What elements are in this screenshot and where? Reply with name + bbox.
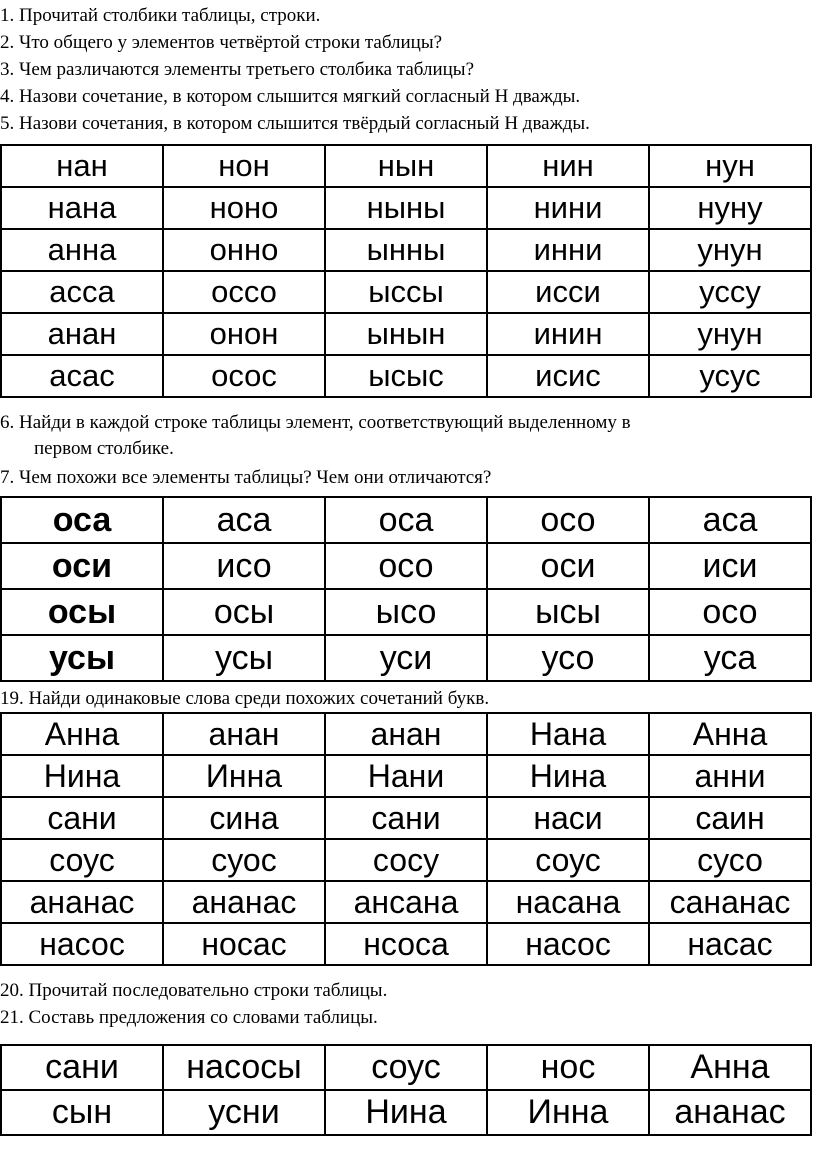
- table-cell: осы: [1, 589, 163, 635]
- table-cell: усус: [649, 355, 811, 397]
- table-cell: насосы: [163, 1045, 325, 1090]
- table-cell: оса: [325, 497, 487, 543]
- table-syllables-n: [0, 144, 812, 398]
- table-cell: насос: [1, 923, 163, 965]
- table-cell: иси: [649, 543, 811, 589]
- table-cell: ныны: [325, 187, 487, 229]
- table-cell: нын: [325, 145, 487, 187]
- table-cell: усни: [163, 1090, 325, 1135]
- table-cell: нуну: [649, 187, 811, 229]
- table-row: [1, 923, 811, 965]
- table-cell: Инна: [487, 1090, 649, 1135]
- table-cell: аса: [163, 497, 325, 543]
- table-cell: соус: [325, 1045, 487, 1090]
- table-cell: ысы: [487, 589, 649, 635]
- table-cell: соус: [1, 839, 163, 881]
- table-cell: Нина: [487, 755, 649, 797]
- table-cell: насос: [487, 923, 649, 965]
- table-cell: нун: [649, 145, 811, 187]
- table-cell: насас: [649, 923, 811, 965]
- table-cell: аса: [649, 497, 811, 543]
- table-cell: ананас: [163, 881, 325, 923]
- table-cell: анан: [1, 313, 163, 355]
- table-cell: инин: [487, 313, 649, 355]
- table-cell: анан: [163, 713, 325, 755]
- table-cell: исо: [163, 543, 325, 589]
- table-row: [1, 313, 811, 355]
- table-cell: сани: [1, 797, 163, 839]
- table-cell: уси: [325, 635, 487, 681]
- table-cell: ыссы: [325, 271, 487, 313]
- table-cell: Анна: [649, 713, 811, 755]
- table-cell: уссу: [649, 271, 811, 313]
- table-cell: Нина: [1, 755, 163, 797]
- table-row: [1, 1045, 811, 1090]
- table-row: [1, 755, 811, 797]
- table-cell: оссо: [163, 271, 325, 313]
- table-cell: осо: [325, 543, 487, 589]
- table-cell: Нана: [487, 713, 649, 755]
- instruction-6-continued: первом столбике.: [34, 438, 174, 459]
- table-cell: унун: [649, 313, 811, 355]
- table-cell: осо: [649, 589, 811, 635]
- table-cell: сани: [325, 797, 487, 839]
- table-cell: анан: [325, 713, 487, 755]
- table-cell: Анна: [649, 1045, 811, 1090]
- instruction-1: 1. Прочитай столбики таблицы, строки.: [0, 5, 321, 26]
- table-cell: унун: [649, 229, 811, 271]
- table-similar-words: [0, 712, 812, 966]
- table-cell: сын: [1, 1090, 163, 1135]
- table-cell: наси: [487, 797, 649, 839]
- table-cell: Нани: [325, 755, 487, 797]
- table-cell: нон: [163, 145, 325, 187]
- table-cell: сосу: [325, 839, 487, 881]
- table-cell: саин: [649, 797, 811, 839]
- table-cell: исис: [487, 355, 649, 397]
- table-row: [1, 543, 811, 589]
- table-cell: ынны: [325, 229, 487, 271]
- table-cell: нан: [1, 145, 163, 187]
- table-cell: нсоса: [325, 923, 487, 965]
- instruction-2: 2. Что общего у элементов четвёртой строки таблицы?: [0, 32, 443, 53]
- table-cell: усы: [163, 635, 325, 681]
- instruction-7: 7. Чем похожи все элементы таблицы? Чем они отличаются?: [0, 467, 492, 488]
- table-cell: анна: [1, 229, 163, 271]
- table-cell: носас: [163, 923, 325, 965]
- table-cell: нини: [487, 187, 649, 229]
- table-row: [1, 229, 811, 271]
- table-cell: сананас: [649, 881, 811, 923]
- table-cell: осо: [487, 497, 649, 543]
- table-row: [1, 355, 811, 397]
- table-cell: уса: [649, 635, 811, 681]
- table-cell: ансана: [325, 881, 487, 923]
- table-cell: нана: [1, 187, 163, 229]
- table-row: [1, 187, 811, 229]
- instruction-4: 4. Назови сочетание, в котором слышится мягкий согласный Н дважды.: [0, 86, 581, 107]
- table-cell: усы: [1, 635, 163, 681]
- table-cell: ананас: [649, 1090, 811, 1135]
- table-row: [1, 713, 811, 755]
- table-sentence-words: [0, 1044, 812, 1136]
- table-cell: исси: [487, 271, 649, 313]
- instruction-21: 21. Составь предложения со словами таблицы.: [0, 1007, 378, 1028]
- table-cell: ананас: [1, 881, 163, 923]
- table-cell: усо: [487, 635, 649, 681]
- table-cell: инни: [487, 229, 649, 271]
- instruction-3: 3. Чем различаются элементы третьего столбика таблицы?: [0, 59, 474, 80]
- table-row: [1, 271, 811, 313]
- table-cell: оси: [1, 543, 163, 589]
- table-row: [1, 497, 811, 543]
- instruction-5: 5. Назови сочетания, в котором слышится твёрдый согласный Н дважды.: [0, 113, 590, 134]
- instruction-19: 19. Найди одинаковые слова среди похожих сочетаний букв.: [0, 688, 490, 709]
- table-cell: онно: [163, 229, 325, 271]
- table-cell: нин: [487, 145, 649, 187]
- table-cell: соус: [487, 839, 649, 881]
- table-cell: онон: [163, 313, 325, 355]
- table-cell: Нина: [325, 1090, 487, 1135]
- table-cell: ноно: [163, 187, 325, 229]
- table-cell: нос: [487, 1045, 649, 1090]
- table-row: [1, 589, 811, 635]
- table-cell: сина: [163, 797, 325, 839]
- table-cell: ысо: [325, 589, 487, 635]
- table-cell: Инна: [163, 755, 325, 797]
- table-cell: асса: [1, 271, 163, 313]
- table-cell: Анна: [1, 713, 163, 755]
- table-row: [1, 839, 811, 881]
- instruction-20: 20. Прочитай последовательно строки таблицы.: [0, 980, 388, 1001]
- table-cell: осос: [163, 355, 325, 397]
- table-cell: насана: [487, 881, 649, 923]
- table-cell: оса: [1, 497, 163, 543]
- table-row: [1, 145, 811, 187]
- instruction-6: 6. Найди в каждой строке таблицы элемент, соответствующий выделенному в: [0, 412, 631, 433]
- table-cell: оси: [487, 543, 649, 589]
- table-cell: ысыс: [325, 355, 487, 397]
- table-row: [1, 1090, 811, 1135]
- table-cell: суос: [163, 839, 325, 881]
- table-cell: асас: [1, 355, 163, 397]
- table-matching-syllables: [0, 496, 812, 682]
- table-cell: сани: [1, 1045, 163, 1090]
- table-cell: ынын: [325, 313, 487, 355]
- table-row: [1, 797, 811, 839]
- table-row: [1, 635, 811, 681]
- table-row: [1, 881, 811, 923]
- table-cell: сусо: [649, 839, 811, 881]
- table-cell: осы: [163, 589, 325, 635]
- table-cell: анни: [649, 755, 811, 797]
